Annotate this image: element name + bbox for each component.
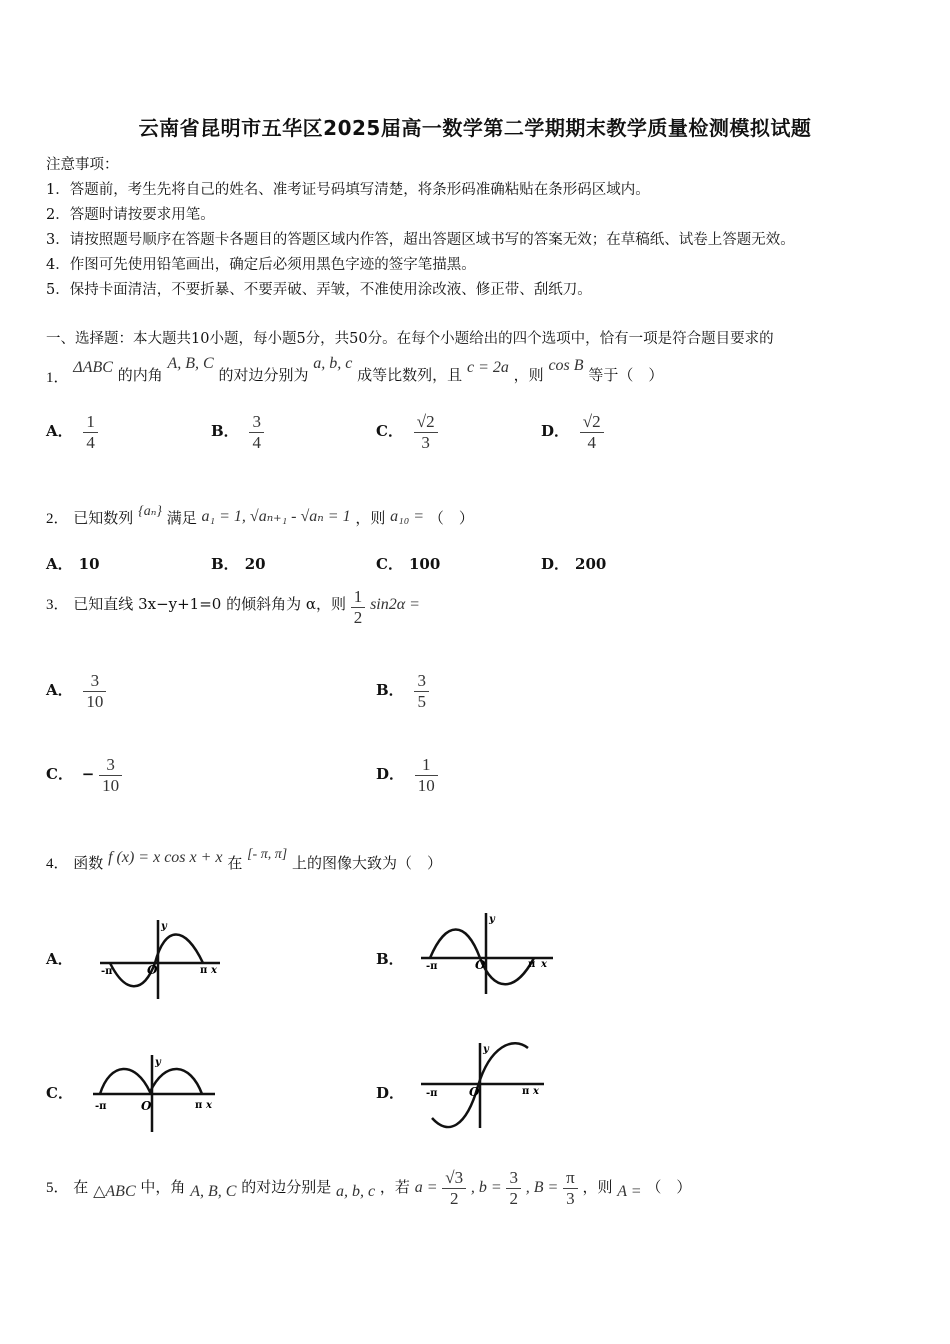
fraction-denominator: 2 — [449, 1188, 459, 1208]
x-label: x — [541, 959, 547, 970]
question-number: 2． — [46, 511, 69, 527]
fraction-denominator: 4 — [252, 432, 261, 452]
option-text: 20 — [244, 555, 266, 573]
q4-text-3: 上的图像大致为（ ） — [291, 854, 442, 872]
fraction-numerator: 1 — [351, 587, 366, 608]
option-label: D． — [376, 765, 405, 784]
q2-option-a[interactable] — [46, 553, 100, 574]
q1-option-b[interactable] — [211, 412, 264, 452]
pi-label: π — [522, 1086, 530, 1097]
fraction-angle-b — [563, 1168, 578, 1208]
option-text: 100 — [408, 555, 441, 573]
question-number: 4． — [46, 856, 69, 872]
question-number: 3． — [46, 597, 69, 614]
y-label: y — [155, 1057, 161, 1068]
pi-label: π — [200, 965, 208, 976]
option-label: B． — [376, 681, 404, 700]
math-angles: A, B, C — [190, 1183, 237, 1201]
q2-text-4: （ ） — [428, 509, 474, 527]
fraction-numerator: 3 — [99, 755, 122, 776]
section-heading: 一、选择题：本大题共10小题，每小题5分，共50分。在每个小题给出的四个选项中，恰有一项是符合题目要求的 — [46, 331, 774, 347]
fraction-numerator: 3 — [506, 1168, 521, 1189]
fraction-numerator: 3 — [249, 412, 264, 433]
math-cos-b: cos B — [548, 357, 584, 374]
q1-text-4: ，则 — [513, 366, 544, 384]
origin-label: O — [141, 1099, 152, 1113]
math-condition: a₁ = 1, √aₙ₊₁ - √aₙ = 1 — [201, 508, 351, 525]
q2-text-3: ，则 — [355, 509, 386, 527]
q4-option-c-label[interactable]: C． — [46, 1084, 73, 1102]
q4-graph-d[interactable] — [418, 1038, 558, 1133]
notice-item-1: 1．答题前，考生先将自己的姓名、准考证号码填写清楚，将条形码准确粘贴在条形码区域内。 — [46, 182, 650, 198]
q3-text-1: 已知直线 3x−y+1=0 的倾斜角为 α，则 — [73, 595, 347, 614]
option-label: B． — [211, 422, 239, 441]
y-label: y — [489, 914, 495, 925]
q4-graph-b[interactable] — [418, 910, 558, 995]
fraction-denominator: 10 — [102, 775, 120, 795]
option-fraction — [83, 671, 106, 711]
q4-graph-a[interactable] — [95, 915, 225, 1000]
q1-text-1: 的内角 — [117, 366, 163, 384]
option-label: C． — [376, 555, 403, 573]
q5-text-3: 的对边分别是 — [241, 1178, 332, 1197]
question-3 — [46, 587, 420, 627]
q4-text-1: 函数 — [73, 854, 104, 872]
option-fraction — [414, 671, 429, 711]
math-interval: [- π, π] — [247, 847, 288, 862]
option-text: 200 — [575, 555, 607, 573]
option-text: 10 — [78, 555, 100, 573]
fraction-denominator: 3 — [566, 1188, 575, 1208]
fraction-numerator: 1 — [415, 755, 438, 776]
math-triangle: ΔABC — [73, 359, 113, 376]
fraction-numerator: π — [563, 1168, 578, 1189]
math-function: f (x) = x cos x + x — [108, 849, 223, 866]
q3-option-a[interactable] — [46, 671, 106, 711]
q4-graph-c[interactable] — [90, 1052, 220, 1137]
option-fraction — [83, 412, 98, 452]
neg-pi-label: -π — [426, 961, 438, 972]
q3-option-b[interactable] — [376, 671, 429, 711]
neg-pi-label: -π — [426, 1088, 438, 1099]
fraction-a — [442, 1168, 466, 1208]
q3-fraction — [351, 587, 366, 627]
option-label: C． — [46, 765, 73, 784]
question-number: 1． — [46, 370, 69, 386]
math-sides: a, b, c — [313, 355, 353, 372]
q1-text-2: 的对边分别为 — [218, 366, 309, 384]
q4-text-2: 在 — [227, 854, 243, 872]
fraction-denominator: 2 — [353, 607, 363, 627]
q4-option-a-label[interactable]: A． — [46, 950, 73, 968]
option-label: A． — [46, 422, 73, 441]
origin-label: O — [469, 1085, 480, 1099]
q3-option-c[interactable] — [46, 755, 122, 795]
fraction-numerator: 3 — [83, 671, 106, 692]
math-sequence: {aₙ} — [138, 504, 162, 519]
y-label: y — [161, 921, 167, 932]
y-label: y — [483, 1044, 489, 1055]
q1-option-a[interactable] — [46, 412, 98, 452]
option-label: B． — [211, 555, 239, 573]
pi-label: π — [528, 959, 536, 970]
q3-option-d[interactable] — [376, 755, 438, 795]
notice-item-5: 5．保持卡面清洁，不要折暴、不要弄破、弄皱，不准使用涂改液、修正带、刮纸刀。 — [46, 282, 592, 298]
math-condition: c = 2a — [466, 359, 509, 376]
fraction-denominator: 4 — [587, 432, 596, 452]
q1-option-c[interactable] — [376, 412, 438, 452]
fraction-denominator: 3 — [421, 432, 430, 452]
math-b: , b = — [470, 1179, 502, 1197]
question-2 — [46, 497, 474, 527]
option-label: D． — [541, 555, 570, 573]
math-sides: a, b, c — [336, 1183, 376, 1201]
x-label: x — [211, 965, 217, 976]
q5-text-2: 中，角 — [140, 1178, 186, 1197]
fraction-numerator: √2 — [580, 412, 604, 433]
q5-text-1: 在 — [73, 1178, 89, 1197]
q4-option-b-label[interactable]: B． — [376, 950, 404, 968]
q1-text-5: 等于（ ） — [588, 366, 664, 384]
math-ask: a₁₀ = — [390, 508, 425, 525]
origin-label: O — [475, 958, 486, 972]
option-label: A． — [46, 681, 73, 700]
option-label: A． — [46, 555, 73, 573]
neg-pi-label: -π — [101, 966, 113, 977]
q5-text-4: ，若 — [379, 1178, 410, 1197]
q1-text-3: 成等比数列，且 — [357, 366, 463, 384]
option-label: D． — [541, 422, 570, 441]
q5-text-5: ，则 — [582, 1178, 613, 1197]
option-label: C． — [376, 422, 403, 441]
notice-item-3: 3．请按照题号顺序在答题卡各题目的答题区域内作答，超出答题区域书写的答案无效；在草稿纸、试卷上答题无效。 — [46, 232, 795, 248]
fraction-denominator: 4 — [86, 432, 95, 452]
fraction-numerator: 1 — [83, 412, 98, 433]
q5-text-6: （ ） — [646, 1178, 692, 1197]
curve — [110, 935, 203, 987]
question-4 — [46, 842, 442, 872]
origin-label: O — [147, 963, 158, 977]
fraction-b — [506, 1168, 521, 1208]
option-fraction — [99, 755, 122, 795]
q2-option-b[interactable] — [211, 553, 266, 574]
q2-text-1: 已知数列 — [73, 509, 134, 527]
fraction-denominator: 10 — [86, 691, 104, 711]
q2-text-2: 满足 — [166, 509, 197, 527]
question-5 — [46, 1168, 691, 1208]
question-1 — [46, 354, 664, 386]
option-fraction — [415, 755, 438, 795]
fraction-denominator: 5 — [417, 691, 426, 711]
page-title: 云南省昆明市五华区2025届高一数学第二学期期末教学质量检测模拟试题 — [138, 116, 812, 140]
question-number: 5． — [46, 1180, 69, 1197]
option-fraction — [414, 412, 438, 452]
option-fraction — [580, 412, 604, 452]
math-a: a = — [414, 1179, 438, 1197]
fraction-denominator: 10 — [417, 775, 435, 795]
q2-option-d[interactable] — [541, 553, 606, 574]
fraction-numerator: √3 — [442, 1168, 466, 1189]
notice-heading: 注意事项： — [46, 157, 119, 173]
notice-item-2: 2．答题时请按要求用笔。 — [46, 207, 215, 223]
x-label: x — [533, 1086, 539, 1097]
pi-label: π — [195, 1100, 203, 1111]
q4-option-d-label[interactable]: D． — [376, 1084, 405, 1102]
q1-option-d[interactable] — [541, 412, 604, 452]
neg-pi-label: -π — [95, 1101, 107, 1112]
fraction-numerator: 3 — [414, 671, 429, 692]
x-label: x — [206, 1100, 212, 1111]
math-triangle: △ABC — [93, 1183, 136, 1201]
math-ask: A = — [617, 1183, 642, 1201]
fraction-numerator: √2 — [414, 412, 438, 433]
q2-option-c[interactable] — [376, 553, 440, 574]
fraction-denominator: 2 — [509, 1188, 518, 1208]
option-fraction — [249, 412, 264, 452]
math-angle-b: , B = — [525, 1179, 559, 1197]
math-expression: sin2α = — [370, 596, 420, 614]
option-sign: − — [81, 765, 95, 784]
notice-item-4: 4．作图可先使用铅笔画出，确定后必须用黑色字迹的签字笔描黑。 — [46, 257, 476, 273]
math-angles: A, B, C — [167, 355, 214, 372]
